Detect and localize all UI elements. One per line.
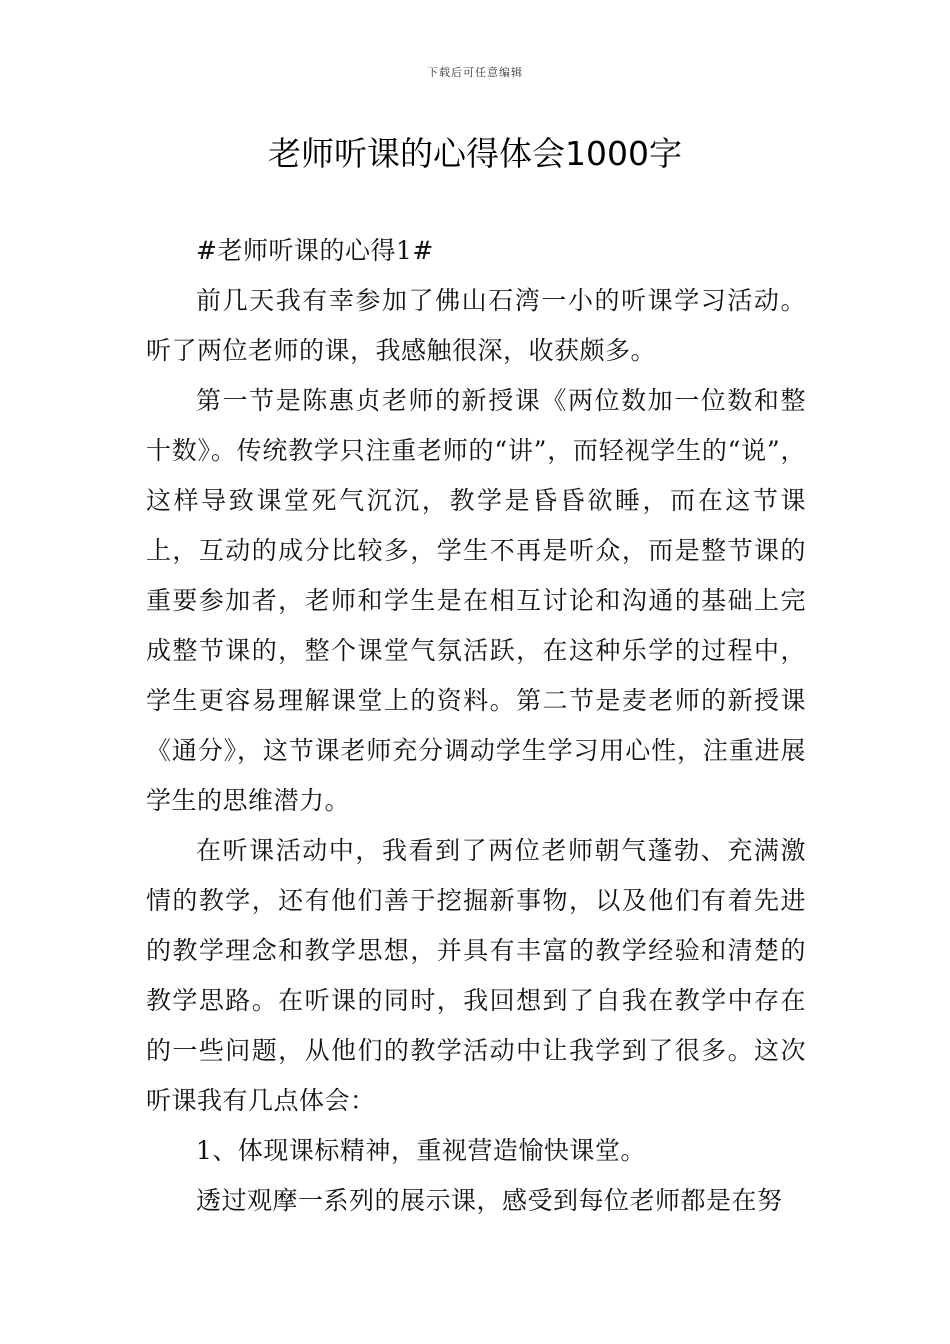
document-body	[146, 226, 806, 1226]
paragraph: 第一节是陈惠贞老师的新授课《两位数加一位数和整十数》。传统教学只注重老师的“讲”，而轻视学生的“说”，这样导致课堂死气沉沉，教学是昏昏欲睡，而在这节课上，互动的成分比较多，学生不再是听众，而是整节课的重要参加者，老师和学生是在相互讨论和沟通的基础上完成整节课的，整个课堂气氛活跃，在这种乐学的过程中，学生更容易理解课堂上的资料。第二节是麦老师的新授课《通分》，这节课老师充分调动学生学习用心性，注重进展学生的思维潜力。	[146, 386, 806, 815]
paragraph: 透过观摩一系列的展示课，感受到每位老师都是在努	[196, 1186, 783, 1215]
section-heading: #老师听课的心得1#	[196, 236, 434, 265]
paragraph: 在听课活动中，我看到了两位老师朝气蓬勃、充满激情的教学，还有他们善于挖掘新事物，以及他们有着先进的教学理念和教学思想，并具有丰富的教学经验和清楚的教学思路。在听课的同时，我回想到了自我在教学中存在的一些问题，从他们的教学活动中让我学到了很多。这次听课我有几点体会：	[146, 836, 806, 1115]
paragraph: 前几天我有幸参加了佛山石湾一小的听课学习活动。听了两位老师的课，我感触很深，收获颇多。	[146, 286, 806, 365]
list-point: 1、体现课标精神，重视营造愉快课堂。	[196, 1136, 646, 1165]
document-title: 老师听课的心得体会1000字	[268, 134, 682, 173]
header-note: 下载后可任意编辑	[427, 66, 523, 79]
